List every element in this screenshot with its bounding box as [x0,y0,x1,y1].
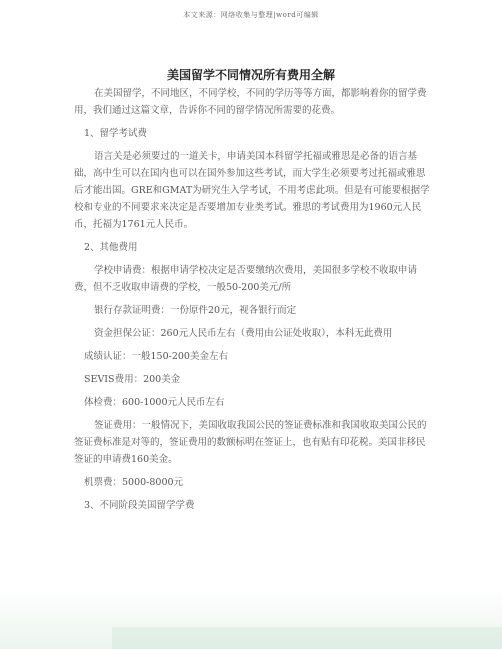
bank-deposit-paragraph: 银行存款证明费：一份原件20元，视各银行而定 [94,305,297,316]
application-fee-paragraph: 学校申请费：根据申请学校决定是否要缴纳次费用，美国很多学校不收取申请费，但不乏收取申请费的学校，一般50-200美元/所 [74,265,418,293]
notary-paragraph: 资金担保公证：260元人民币左右（费用由公证处收取），本科无此费用 [94,328,393,339]
medical-paragraph: 体检费：600-1000元人民币左右 [84,397,225,408]
section-heading-tuition: 3、不同阶段美国留学学费 [84,500,195,511]
section-heading-other-fees: 2、其他费用 [84,242,138,253]
document-body [74,85,434,520]
exam-fees-paragraph: 语言关是必须要过的一道关卡，申请美国本科留学托福或雅思是必备的语言基础，高中生可以在国内也可以在国外参加这些考试，而大学生必须要考过托福或雅思后才能出国。GRE和GMAT为研究生入学考试，不用考虑此项。但是有可能要根据学校和专业的不同要求来决定是否要增加专业类考试。雅思的考试费用为1960元人民币，托福为1761元人民币。 [74,151,430,230]
ticket-paragraph: 机票费：5000-8000元 [84,477,184,488]
bottom-decorative-block [112,627,502,649]
visa-paragraph: 签证费用：一般情况下，美国收取我国公民的签证费标准和我国收取美国公民的签证费标准是对等的，签证费用的数额标明在签证上，也有贴有印花税。美国非移民签证的申请费160美金。 [74,420,427,465]
intro-paragraph: 在美国留学，不同地区，不同学校，不同的学历等等方面，都影响着你的留学费用，我们通过这篇文章，告诉你不同的留学情况所需要的花费。 [74,88,427,116]
sevis-paragraph: SEVIS费用：200美金 [84,374,181,385]
document-header-note: 本文来源：网络收集与整理|word可编辑 [183,11,319,19]
section-heading-exam-fees: 1、留学考试费 [84,128,148,139]
page-title: 美国留学不同情况所有费用全解 [166,68,335,82]
transcript-paragraph: 成绩认证：一般150-200美金左右 [84,351,228,362]
